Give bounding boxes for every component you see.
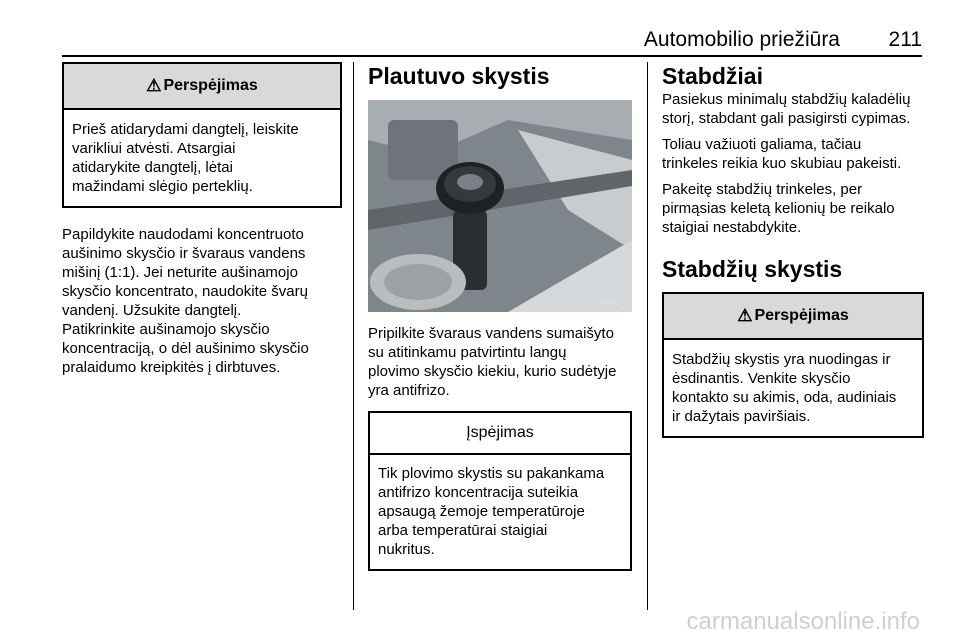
column-divider	[353, 62, 354, 610]
caution-header	[370, 413, 630, 455]
caution-title: Įspėjimas	[466, 424, 534, 441]
text-line: staigiai nestabdykite.	[662, 219, 802, 236]
warning-body	[64, 110, 340, 206]
text-line: vandenį. Užsukite dangtelį.	[62, 302, 242, 319]
text-line: Patikrinkite aušinamojo skysčio	[62, 321, 270, 338]
image-code: 19054	[600, 301, 620, 308]
text-line: Papildykite naudodami koncentruoto	[62, 226, 304, 243]
warning-line: atidarykite dangtelį, lėtai	[72, 159, 233, 176]
washer-fluid-heading: Plautuvo skystis	[368, 63, 550, 89]
page-number: 211	[888, 28, 922, 51]
text-line: plovimo skysčio kiekiu, kurio sudėtyje	[368, 363, 617, 380]
page-header	[0, 28, 960, 58]
text-line: pralaidumo kreipkitės į dirbtuves.	[62, 359, 281, 376]
text-line: Toliau važiuoti galiama, tačiau	[662, 136, 862, 153]
warning-title: Perspėjimas	[163, 77, 258, 94]
brakes-paragraph-3	[662, 180, 924, 237]
warning-line: varikliui atvėsti. Atsargiai	[72, 140, 236, 157]
text-line: Pripilkite švaraus vandens sumaišyto	[368, 325, 614, 342]
washer-paragraph	[368, 324, 632, 400]
caution-body	[370, 455, 630, 569]
column-divider	[647, 62, 648, 610]
text-line: koncentraciją, o dėl aušinimo skysčio	[62, 340, 309, 357]
section-title: Automobilio priežiūra	[643, 28, 840, 51]
caution-line: antifrizo koncentracija suteikia	[378, 484, 579, 501]
warning-body	[664, 340, 922, 436]
caution-line: apsaugą žemoje temperatūroje	[378, 503, 585, 520]
warning-line: mažindami slėgio perteklių.	[72, 178, 253, 195]
warning-triangle-icon: ⚠	[737, 306, 753, 325]
header-rule	[62, 55, 922, 57]
brakes-heading: Stabdžiai	[662, 63, 763, 89]
caution-line: arba temperatūrai staigiai	[378, 522, 548, 539]
brakes-paragraph-1	[662, 90, 924, 128]
warning-line: Prieš atidarydami dangtelį, leiskite	[72, 121, 299, 138]
warning-header	[64, 64, 340, 110]
column-2	[368, 62, 632, 571]
washer-caution-box	[368, 411, 632, 571]
text-line: aušinimo skysčio ir švaraus vandens	[62, 245, 306, 262]
text-line: trinkeles reikia kuo skubiau pakeisti.	[662, 155, 902, 172]
column-3	[662, 62, 924, 438]
text-line: skysčio koncentrato, naudokite švarų	[62, 283, 308, 300]
text-line: storį, stabdant gali pasigirsti cypimas.	[662, 110, 911, 127]
watermark: carmanualsonline.info	[686, 608, 920, 635]
washer-reservoir-photo	[368, 100, 632, 312]
text-line: Pasiekus minimalų stabdžių kaladėlių	[662, 91, 911, 108]
brake-fluid-heading: Stabdžių skystis	[662, 256, 843, 282]
text-line: mišinį (1:1). Jei neturite aušinamojo	[62, 264, 298, 281]
washer-cap-symbol	[457, 174, 483, 190]
caution-line: Tik plovimo skystis su pakankama	[378, 465, 605, 482]
text-line: pirmąsias keletą kelionių be reikalo	[662, 200, 895, 217]
text-line: su atitinkamu patvirtintu langų	[368, 344, 567, 361]
brakes-paragraph-2	[662, 135, 924, 173]
text-line: Pakeitę stabdžių trinkeles, per	[662, 181, 863, 198]
engine-bay-illustration	[368, 100, 632, 312]
coolant-paragraph	[62, 225, 342, 377]
caution-line: nukritus.	[378, 541, 435, 558]
warning-line: Stabdžių skystis yra nuodingas ir	[672, 351, 891, 368]
column-1	[62, 62, 342, 377]
warning-title: Perspėjimas	[754, 307, 849, 324]
warning-line: ir dažytais paviršiais.	[672, 408, 811, 425]
warning-line: kontakto su akimis, oda, audiniais	[672, 389, 897, 406]
text-line: yra antifrizo.	[368, 382, 450, 399]
brake-fluid-warning-box	[662, 292, 924, 438]
warning-triangle-icon: ⚠	[146, 76, 162, 95]
warning-line: ėsdinantis. Venkite skysčio	[672, 370, 851, 387]
warning-header	[664, 294, 922, 340]
coolant-warning-box	[62, 62, 342, 208]
